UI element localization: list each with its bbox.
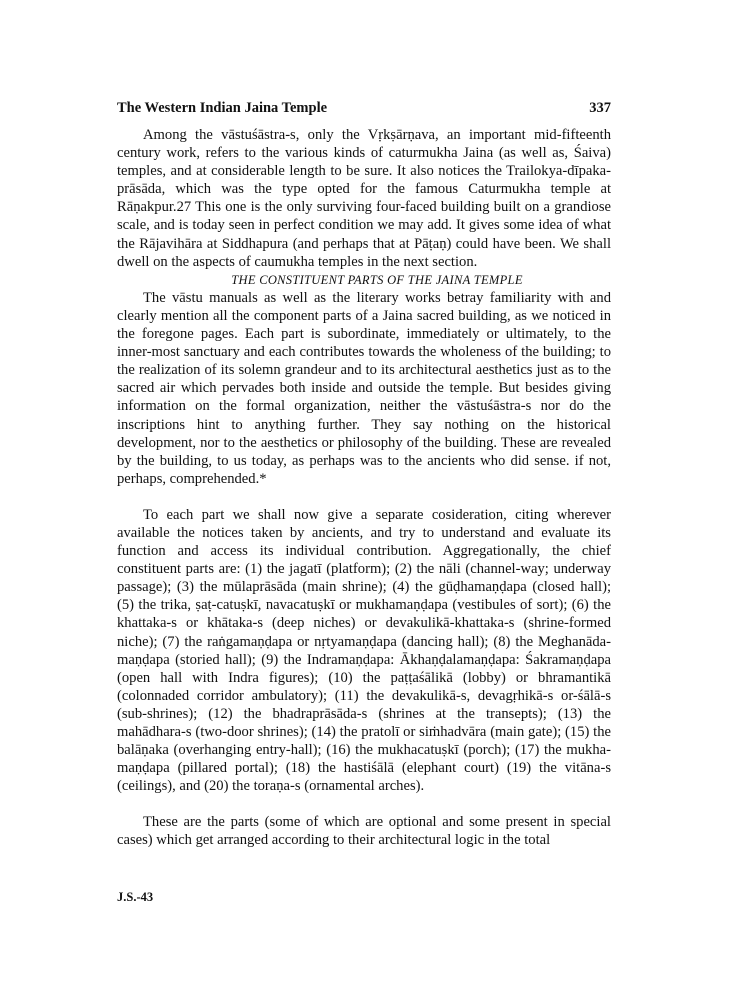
running-title: The Western Indian Jaina Temple	[117, 100, 328, 116]
paragraph-vastu-manuals: The vāstu manuals as well as the literary works betray familiarity with and clearly mention all the component parts of a Jaina sacred building, as we noticed in the foregone pages. Each part is subordinate, immediately or ultimately, to the inner-most sanctuary and each contributes towards the wholeness of the building; to the realization of its solemn grandeur and to its architectural aesthetics just as to the sacred air which pervades both inside and outside the temple. But besides giving information on the formal organization, neither the vāstuśāstra-s nor do the inscriptions hint to anything further. They say nothing on the historical development, nor to the aesthetics or philosophy of the building. These are revealed by the building, to us today, as perhaps was to the ancients who did sense. if not, perhaps, comprehended.*	[117, 289, 611, 487]
signature-mark: J.S.-43	[117, 890, 154, 904]
page-number: 337	[589, 100, 611, 116]
paragraph-arrangement: These are the parts (some of which are optional and some present in special cases) which get arranged according to their architectural logic in the total	[117, 814, 611, 849]
body-text	[117, 126, 611, 850]
section-heading: THE CONSTITUENT PARTS OF THE JAINA TEMPLE	[231, 272, 523, 287]
paragraph-constituent-parts: To each part we shall now give a separate cosideration, citing wherever available the notices taken by ancients, and try to understand and evaluate its function and access its individual contribution. Aggregationally, the chief constituent parts are: (1) the jagatī (platform); (2) the nāli (channel-way; underway passage); (3) the mūlaprāsāda (main shrine); (4) the gūḍhamaṇḍapa (closed hall); (5) the trika, ṣaṭ-catuṣkī, navacatuṣkī or mukhamaṇḍapa (vestibules of sort); (6) the khattaka-s or khātaka-s (deep niches) or devakulikā-khattaka-s (shrine-formed niche); (7) the raṅgamaṇḍapa or nṛtyamaṇḍapa (dancing hall); (8) the Meghanāda-maṇḍapa (storied hall); (9) the Indramaṇḍapa: Ākhaṇḍalamaṇḍapa: Śakramaṇḍapa (open hall with Indra figures); (10) the paṭṭaśālikā (lobby) or bhramantikā (colonnaded corridor ambulatory); (11) the devakulikā-s, devagṛhikā-s or-śālā-s (sub-shrines); (12) the bhadraprāsāda-s (shrines at the transepts); (13) the mahādhara-s (two-door shrines); (14) the pratolī or siṁhadvāra (main gate); (15) the balāṇaka (overhanging entry-hall); (16) the mukhacatuṣkī (porch); (17) the mukha-maṇḍapa (pillared portal); (18) the hastiśālā (elephant court) (19) the vitāna-s (ceilings), and (20) the toraṇa-s (ornamental arches).	[117, 506, 611, 795]
paragraph-caturmukha: Among the vāstuśāstra-s, only the Vṛkṣārṇava, an important mid-fifteenth century work, refers to the various kinds of caturmukha Jaina (as well as, Śaiva) temples, and at considerable length to be sure. It also notices the Trailokya-dīpaka-prāsāda, which was the type opted for the famous Caturmukha temple at Rāṇakpur.27 This one is the only surviving four-faced building built on a grandiose scale, and is today seen in perfect condition we may add. It gives some idea of what the Rājavihāra at Siddhapura (and perhaps that at Pāṭaṇ) could have been. We shall dwell on the aspects of caumukha temples in the next section.	[117, 127, 611, 270]
running-header	[117, 100, 611, 117]
